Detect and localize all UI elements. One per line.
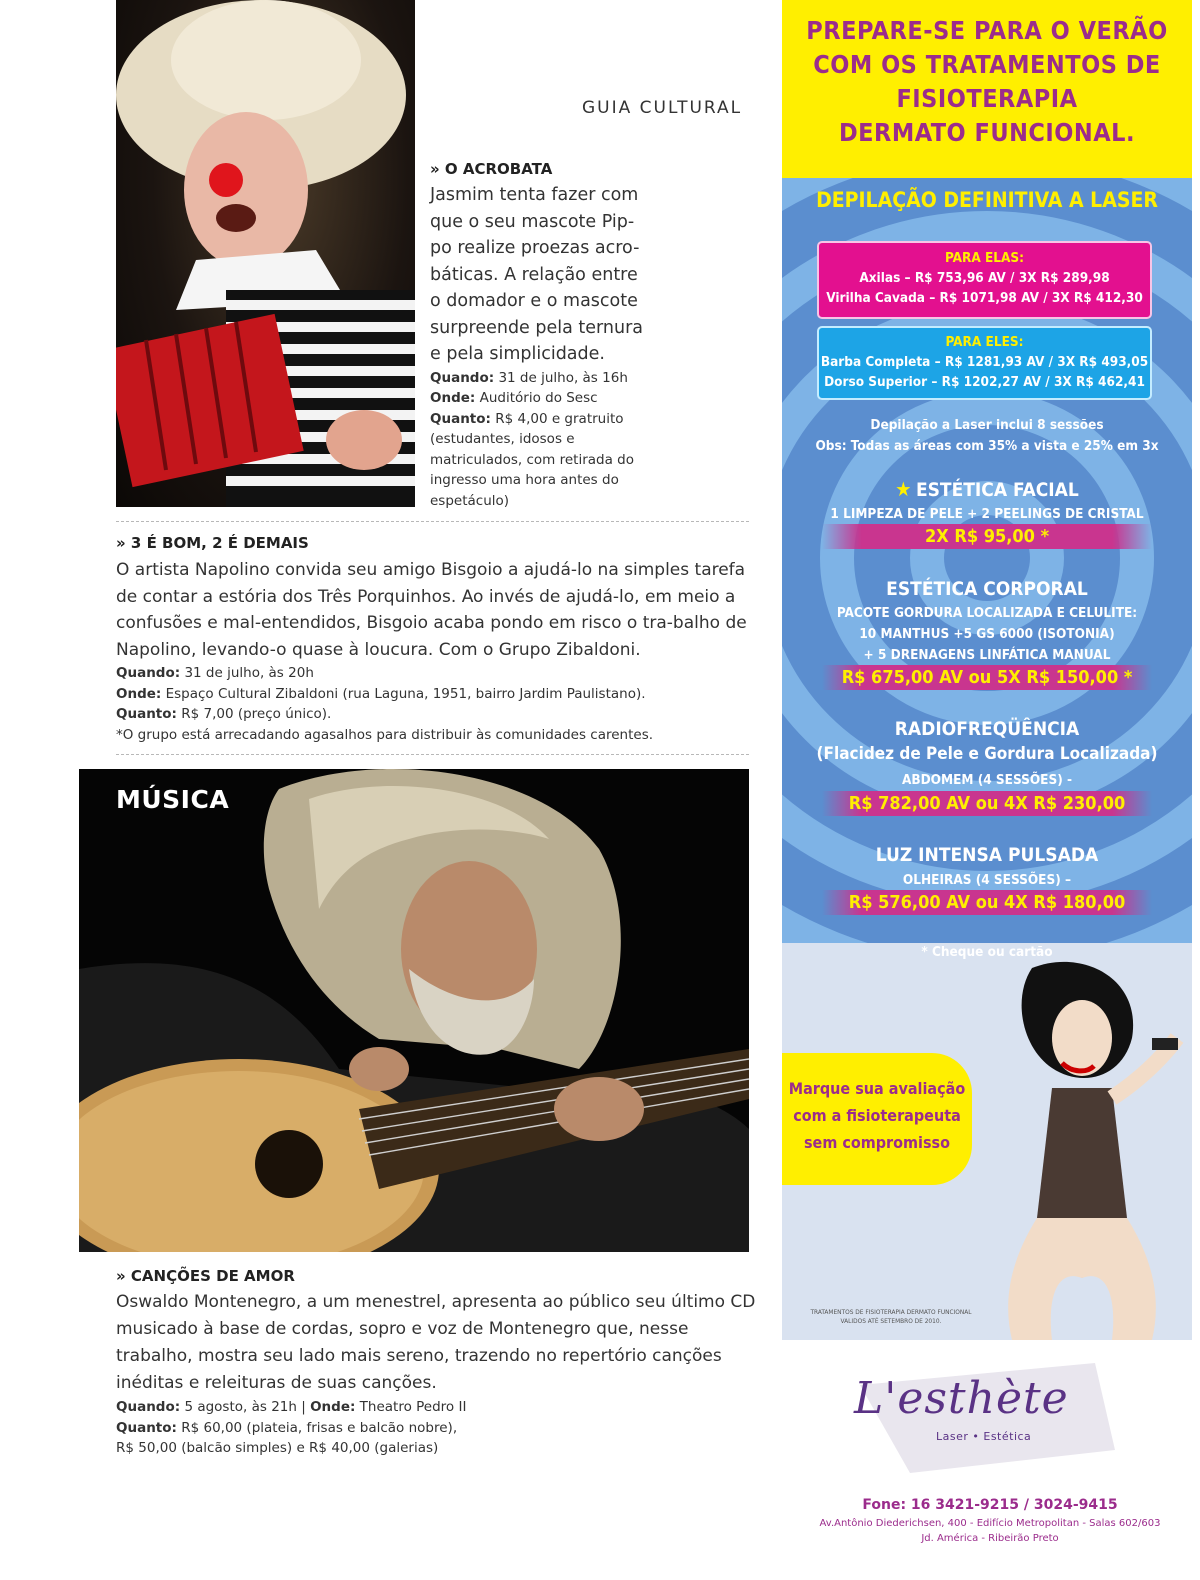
event-details: [116, 1397, 756, 1459]
phone-number: Fone: 16 3421-9215 / 3024-9415: [862, 1497, 1118, 1513]
divider: [116, 754, 749, 755]
brand-tagline: Laser • Estética: [936, 1430, 1032, 1443]
price-line: Barba Completa – R$ 1281,93 AV / 3X R$ 493,05: [820, 354, 1149, 370]
when-value: 31 de julho, às 16h: [494, 369, 628, 386]
guitarist-photo: [79, 769, 749, 1252]
where-label: Onde:: [310, 1399, 356, 1415]
laser-note: Obs: Todas as áreas com 35% a vista e 25% em 3x: [815, 438, 1159, 454]
where-label: Onde:: [116, 685, 162, 702]
facial-price-row: [782, 524, 1192, 549]
luz-title: LUZ INTENSA PULSADA: [875, 844, 1099, 866]
radio-price-row: [782, 791, 1192, 816]
luz-desc: OLHEIRAS (4 SESSÕES) –: [902, 872, 1072, 888]
corporal-price-row: [782, 665, 1192, 690]
where-value: Theatro Pedro II: [355, 1399, 467, 1415]
when-value: 5 agosto, às 21h |: [180, 1399, 311, 1415]
section-label: GUIA CULTURAL: [582, 98, 743, 118]
for-men-heading: PARA ELES:: [945, 334, 1024, 350]
radio-desc: ABDOMEM (4 SESSÕES) -: [901, 772, 1073, 788]
facial-price: 2X R$ 95,00 *: [822, 524, 1152, 549]
radio-price: R$ 782,00 AV ou 4X R$ 230,00: [822, 791, 1152, 816]
corporal-line: PACOTE GORDURA LOCALIZADA E CELULITE:: [836, 605, 1138, 621]
ad-headline-line: FISIOTERAPIA: [896, 84, 1078, 113]
fineprint-line: VALIDOS ATÉ SETEMBRO DE 2010.: [840, 1317, 942, 1325]
price-line: Axilas – R$ 753,96 AV / 3X R$ 289,98: [859, 270, 1110, 286]
brand-logo: [840, 1355, 1140, 1485]
when-value: 31 de julho, às 20h: [180, 665, 314, 681]
event-cancoes-de-amor: [116, 1267, 756, 1459]
event-description: Jasmim tenta fazer com que o seu mascote Pip-po realize proezas acro-báticas. A relação entre o domador e o mascote surpreende pela ternura e pela simplicidade.: [430, 185, 644, 364]
appointment-bubble: [782, 1053, 972, 1185]
price-label: Quanto:: [116, 706, 177, 722]
ad-headline-line: DERMATO FUNCIONAL.: [838, 118, 1136, 147]
corporal-line: + 5 DRENAGENS LINFÁTICA MANUAL: [863, 647, 1111, 663]
brand-name: L'esthète: [854, 1373, 1069, 1424]
event-title: » 3 É BOM, 2 É DEMAIS: [116, 534, 309, 552]
ad-headline-line: COM OS TRATAMENTOS DE: [813, 50, 1161, 79]
radio-title: RADIOFREQÜÊNCIA: [894, 718, 1080, 740]
music-section-label: MÚSICA: [116, 785, 230, 814]
event-description: Oswaldo Montenegro, a um menestrel, apresenta ao público seu último CD musicado à base de cordas, sopro e voz de Montenegro que, nesse trabalho, mostra seu lado mais sereno, trazendo no repertório canções inéditas e releituras de suas canções.: [116, 1292, 756, 1393]
price-value-2: R$ 50,00 (balcão simples) e R$ 40,00 (galerias): [116, 1440, 439, 1456]
event-title: » O ACROBATA: [430, 160, 553, 178]
bubble-line: com a fisioterapeuta: [793, 1106, 961, 1125]
price-value: R$ 7,00 (preço único).: [176, 706, 332, 722]
ad-headline: [782, 0, 1192, 178]
event-details: [116, 663, 751, 745]
event-note: *O grupo está arrecadando agasalhos para distribuir às comunidades carentes.: [116, 726, 654, 743]
event-description: O artista Napolino convida seu amigo Bisgoio a ajudá-lo na simples tarefa de contar a estória dos Três Porquinhos. Ao invés de ajudá-lo, em meio a confusões e mal-entendidos, Bisgoio acaba pondo em risco o tra-balho de Napolino, levando-o quase à loucura. Com o Grupo Zibaldoni.: [116, 560, 747, 660]
price-line: Virilha Cavada – R$ 1071,98 AV / 3X R$ 412,30: [826, 290, 1143, 306]
star-icon: ★: [895, 477, 912, 501]
for-men-box: [817, 326, 1152, 400]
clown-photo: [116, 0, 415, 507]
for-women-box: [817, 241, 1152, 319]
address-line: Jd. América - Ribeirão Preto: [921, 1533, 1059, 1544]
when-label: Quando:: [116, 1399, 181, 1415]
event-details: [430, 368, 645, 512]
price-label: Quanto:: [116, 1419, 177, 1436]
ad-headline-line: PREPARE-SE PARA O VERÃO: [806, 16, 1168, 45]
contact-info: [790, 1497, 1190, 1546]
where-value: Espaço Cultural Zibaldoni (rua Laguna, 1951, bairro Jardim Paulistano).: [161, 685, 646, 702]
facial-heading: [782, 477, 1192, 501]
for-women-heading: PARA ELAS:: [944, 250, 1025, 266]
clinic-advertisement: [782, 0, 1192, 1340]
when-label: Quando:: [116, 665, 181, 681]
laser-title: DEPILAÇÃO DEFINITIVA A LASER: [816, 188, 1158, 212]
radio-subtitle: (Flacidez de Pele e Gordura Localizada): [816, 744, 1158, 764]
corporal-title: ESTÉTICA CORPORAL: [886, 578, 1088, 600]
bubble-line: Marque sua avaliação: [788, 1079, 966, 1098]
facial-title: ESTÉTICA FACIAL: [915, 479, 1079, 501]
address-line: Av.Antônio Diederichsen, 400 - Edifício Metropolitan - Salas 602/603: [819, 1518, 1161, 1529]
divider: [116, 521, 749, 522]
ad-body: [782, 178, 1192, 1340]
where-value: Auditório do Sesc: [475, 390, 598, 406]
bubble-line: sem compromisso: [803, 1133, 951, 1152]
event-3-e-bom: [116, 534, 751, 745]
when-label: Quando:: [430, 369, 495, 386]
event-title: » CANÇÕES DE AMOR: [116, 1267, 295, 1285]
laser-note: Depilação a Laser inclui 8 sessões: [870, 417, 1104, 433]
luz-price: R$ 576,00 AV ou 4X R$ 180,00: [822, 890, 1152, 915]
where-label: Onde:: [430, 390, 476, 406]
price-label: Quanto:: [430, 410, 491, 427]
event-acrobata: [430, 160, 645, 511]
price-value: R$ 4,00 e gratruito (estudantes, idosos e matriculados, com retirada do ingresso uma hora antes do espetáculo): [430, 410, 634, 509]
price-value: R$ 60,00 (plateia, frisas e balcão nobre),: [176, 1419, 458, 1436]
corporal-line: 10 MANTHUS +5 GS 6000 (ISOTONIA): [859, 626, 1115, 642]
price-line: Dorso Superior – R$ 1202,27 AV / 3X R$ 462,41: [824, 374, 1145, 390]
facial-desc: 1 LIMPEZA DE PELE + 2 PEELINGS DE CRISTAL: [830, 506, 1144, 522]
luz-price-row: [782, 890, 1192, 915]
payment-note: * Cheque ou cartão: [921, 944, 1053, 960]
fineprint-line: TRATAMENTOS DE FISIOTERAPIA DERMATO FUNCIONAL: [810, 1308, 972, 1316]
corporal-price: R$ 675,00 AV ou 5X R$ 150,00 *: [822, 665, 1152, 690]
ad-fineprint: [791, 1308, 991, 1326]
